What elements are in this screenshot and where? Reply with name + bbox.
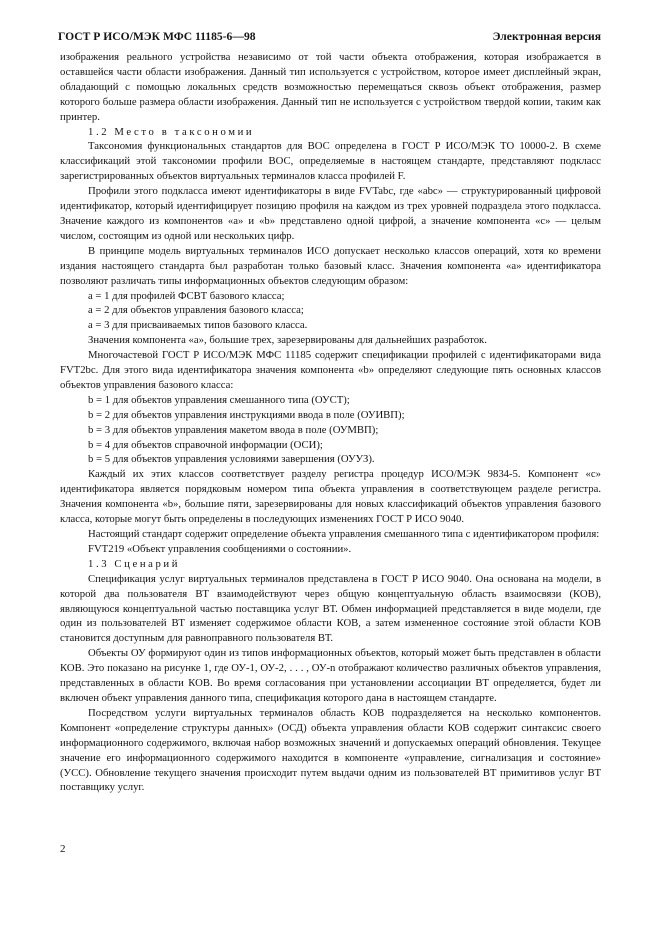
paragraph: В принципе модель виртуальных терминалов ИСО допускает несколько классов операций, хотя ко времени издания настоящего стандарта был разработан только базовый класс. Значения компонента «а» идентификатора позволяют различать типы информационных объектов следующим образом: (60, 244, 601, 287)
list-item: b = 3 для объектов управления макетом ввода в поле (ОУМВП); (88, 423, 379, 436)
list-item: а = 1 для профилей ФСВТ базового класса; (88, 289, 285, 302)
paragraph: Значения компонента «а», большие трех, зарезервированы для дальнейших разработок. (88, 334, 487, 347)
section-heading-1-3: 1.3 Сценарий (88, 557, 181, 570)
list-item: b = 4 для объектов справочной информации (ОСИ); (88, 438, 323, 451)
paragraph: Каждый их этих классов соответствует разделу регистра процедур ИСО/МЭК 9834-5. Компонент «с» идентификатора является порядковым номером типа объекта управления в соответствующем разделе регистра. Значения компонента «b», большие пяти, зарезервированы для новых классификаций объектов управления базового класса, которые могут быть определены в последующих изменениях ГОСТ Р ИСО 9040. (60, 468, 601, 526)
list-item: b = 1 для объектов управления смешанного типа (ОУСТ); (88, 393, 350, 406)
paragraph: изображения реального устройства независимо от той части объекта отображения, которая изображается в оставшейся части области изображения. Данный тип используется с устройством, которое имеет дисплейный экран, обладающий с помощью локальных средств возможностью перемещаться сквозь объект отображения, размер которого больше размера области изображения. Данный тип не используется с устройством твердой копии, таким как принтер. (60, 51, 601, 123)
paragraph: Многочастевой ГОСТ Р ИСО/МЭК МФС 11185 содержит спецификации профилей с идентификаторами вида FVT2bc. Для этого вида идентификатора значения компонента «b» определяют следующие пять основных классов объектов управления базового класса: (60, 349, 601, 391)
list-item: b = 2 для объектов управления инструкциями ввода в поле (ОУИВП); (88, 408, 405, 421)
list-item: а = 2 для объектов управления базового класса; (88, 304, 304, 317)
header-title: ГОСТ Р ИСО/МЭК МФС 11185-6—98 (58, 30, 256, 43)
document-body (60, 50, 601, 795)
paragraph: Таксономия функциональных стандартов для ВОС определена в ГОСТ Р ИСО/МЭК ТО 10000-2. В схеме классификаций этой таксономии профили ВОС, определяемые в настоящем стандарте, представляют подкласс зарегистрированных объектов виртуальных терминалов класса профилей F. (60, 140, 601, 183)
page-number: 2 (60, 843, 66, 855)
paragraph: Спецификация услуг виртуальных терминалов представлена в ГОСТ Р ИСО 9040. Она основана на модели, в которой два пользователя ВТ взаимодействуют через общую концептуальную область взаимосвязи (КОВ), являющуюся концептуальной частью поставщика услуг ВТ. Обмен информацией представляется в виде модели, где один из пользователей ВТ изменяет содержимое области КОВ, а затем измененное состояние этой области КОВ становится доступным для равноправного пользователя ВТ. (60, 572, 601, 645)
section-heading-1-2: 1.2 Место в таксономии (88, 125, 255, 138)
header-version: Электронная версия (492, 30, 601, 43)
profile-identifier: FVT219 «Объект управления сообщениями о состоянии». (88, 542, 352, 555)
list-item: b = 5 для объектов управления условиями завершения (ОУУЗ). (88, 453, 375, 466)
paragraph: Настоящий стандарт содержит определение объекта управления смешанного типа с идентификатором профиля: (88, 528, 600, 540)
paragraph: Объекты ОУ формируют один из типов информационных объектов, который может быть представлен в области КОВ. Это показано на рисунке 1, где ОУ-1, ОУ-2, . . . , ОУ-n отображают количество различных объектов управления, представленных в области КОВ. Во время согласования при установлении ассоциации ВТ определяется, будет ли включен объект управления данного типа, спецификация которого дана в настоящем стандарте. (60, 647, 601, 704)
paragraph: Посредством услуги виртуальных терминалов область КОВ подразделяется на несколько компонентов. Компонент «определение структуры данных» (ОСД) объекта управления области КОВ содержит синтаксис своего информационного содержимого, включая набор возможных значений и допускаемых операций обновления. Текущее значение его информационного содержимого находится в компоненте «управление, сигнализация и состояние» (УСС). Обновление текущего значения происходит путем выдачи одним из пользователей ВТ примитивов услуг ВТ поставщику услуг. (60, 706, 601, 794)
list-item: а = 3 для присваиваемых типов базового класса. (88, 319, 308, 332)
paragraph: Профили этого подкласса имеют идентификаторы в виде FVTabc, где «abc» — структурированный цифровой идентификатор, который идентифицирует позицию профиля на каждом из трех уровней подраздела этого подкласса. Значение каждого из компонентов «а» и «b» представлено одной цифрой, а значение компонента «с» — целым числом, состоящим из одной или нескольких цифр. (60, 185, 601, 242)
